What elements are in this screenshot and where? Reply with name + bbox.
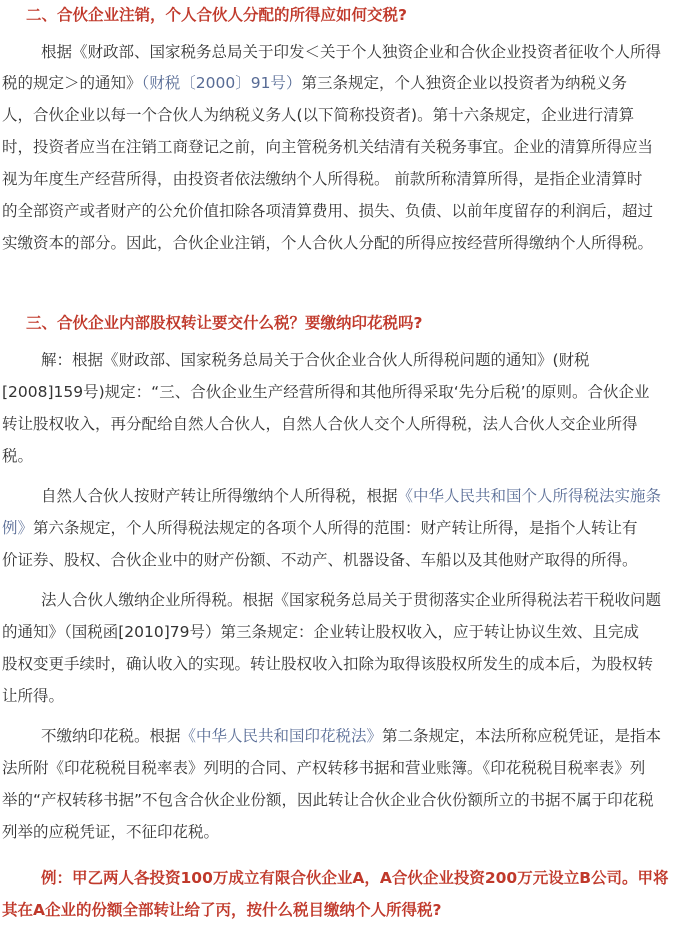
paragraph-text: 不缴纳印花税。根据	[41, 727, 181, 745]
section-3-heading: 三、合伙企业内部股权转让要交什么税？要缴纳印花税吗?	[26, 314, 423, 332]
paragraph-line: 法所附《印花税税目税率表》列明的合同、产权转移书据和营业账簿。《印花税税目税率表》列	[2, 759, 646, 777]
regulation-link[interactable]: 《中华人民共和国个人所得税法实施条	[397, 487, 662, 505]
paragraph-line: 价证券、股权、合伙企业中的财产份额、不动产、机器设备、车船以及其他财产取得的所得。	[2, 551, 638, 569]
example-question-line: 例：甲乙两人各投资100万成立有限合伙企业A，A合伙企业投资200万元设立B公司。甲将	[41, 869, 669, 887]
regulation-link[interactable]: 例》	[2, 519, 34, 537]
paragraph-line: 的全部资产或者财产的公允价值扣除各项清算费用、损失、负债、以前年度留存的利润后，超过	[2, 202, 654, 220]
paragraph-text: 第三条规定，个人独资企业以投资者为纳税义务	[301, 74, 627, 92]
paragraph-text: 自然人合伙人按财产转让所得缴纳个人所得税，根据	[41, 487, 398, 505]
paragraph-line: 视为年度生产经营所得，由投资者依法缴纳个人所得税。 前款所称清算所得，是指企业清算时	[2, 170, 643, 188]
paragraph-line: 让所得。	[2, 687, 65, 705]
paragraph-line	[41, 486, 696, 506]
paragraph-line: 股权变更手续时，确认收入的实现。转让股权收入扣除为取得该股权所发生的成本后，为股权转	[2, 655, 654, 673]
paragraph-line: 人，合伙企业以每一个合伙人为纳税义务人(以下简称投资者)。第十六条规定，企业进行清算	[2, 106, 635, 124]
regulation-link[interactable]: （财税〔2000〕91号）	[141, 74, 302, 92]
paragraph-line: 的通知》（国税函[2010]79号）第三条规定：企业转让股权收入，应于转让协议生效、且完成	[2, 623, 640, 641]
paragraph-line	[2, 518, 696, 538]
paragraph-line: 法人合伙人缴纳企业所得税。根据《国家税务总局关于贯彻落实企业所得税法若干税收问题	[41, 591, 662, 609]
example-question-line: 其在A企业的份额全部转让给了丙，按什么税目缴纳个人所得税?	[2, 901, 442, 919]
paragraph-line	[41, 726, 696, 746]
paragraph-line	[2, 73, 696, 93]
paragraph-line: 时，投资者应当在注销工商登记之前，向主管税务机关结清有关税务事宜。企业的清算所得应当	[2, 138, 654, 156]
paragraph-line: 举的“产权转移书据”不包含合伙企业份额，因此转让合伙企业合伙份额所立的书据不属于印花税	[2, 791, 654, 809]
paragraph-line: [2008]159号)规定：“三、合伙企业生产经营所得和其他所得采取‘先分后税’的原则。合伙企业	[2, 383, 650, 401]
paragraph-line: 转让股权收入，再分配给自然人合伙人，自然人合伙人交个人所得税，法人合伙人交企业所得	[2, 415, 638, 433]
paragraph-line: 税。	[2, 447, 34, 465]
paragraph-text: 第二条规定，本法所称应税凭证，是指本	[382, 727, 662, 745]
section-2-heading: 二、合伙企业注销，个人合伙人分配的所得应如何交税?	[26, 6, 407, 24]
paragraph-line: 解：根据《财政部、国家税务总局关于合伙企业合伙人所得税问题的通知》(财税	[41, 351, 590, 369]
paragraph-line: 实缴资本的部分。因此，合伙企业注销，个人合伙人分配的所得应按经营所得缴纳个人所得税。	[2, 234, 654, 252]
paragraph-text: 税的规定＞的通知》	[2, 74, 142, 92]
regulation-link[interactable]: 《中华人民共和国印花税法》	[180, 727, 383, 745]
paragraph-line: 根据《财政部、国家税务总局关于印发＜关于个人独资企业和合伙企业投资者征收个人所得	[41, 43, 662, 61]
paragraph-line: 列举的应税凭证，不征印花税。	[2, 823, 220, 841]
paragraph-text: 第六条规定，个人所得税法规定的各项个人所得的范围：财产转让所得，是指个人转让有	[33, 519, 638, 537]
